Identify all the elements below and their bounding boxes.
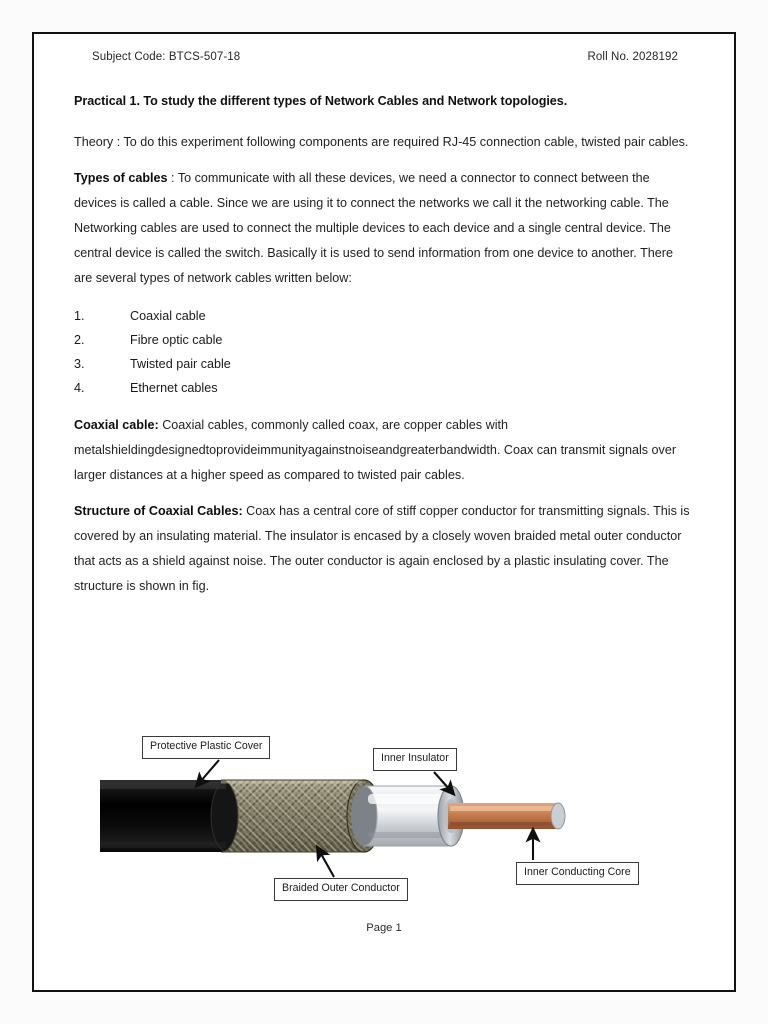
roll-number-text: Roll No. 2028192 (587, 51, 678, 63)
list-item-number: 1. (74, 309, 85, 323)
structure-label: Structure of Coaxial Cables: (74, 504, 243, 518)
practical-heading: Practical 1. To study the different types of Network Cables and Network topologies. (74, 94, 568, 108)
inner-insulator-layer (351, 786, 464, 846)
list-item (74, 304, 694, 328)
types-of-cables-paragraph (74, 166, 694, 291)
coaxial-cable-label: Coaxial cable: (74, 418, 159, 432)
list-item-label: Twisted pair cable (130, 357, 231, 371)
document-body (74, 94, 694, 610)
list-item-label: Fibre optic cable (130, 333, 223, 347)
callout-inner-insulator: Inner Insulator (373, 748, 457, 771)
cable-types-list (74, 304, 694, 400)
list-item-label: Ethernet cables (130, 381, 218, 395)
structure-body: Coax has a central core of stiff copper conductor for transmitting signals. This is covered by an insulating material. The insulator is encased by a closely woven braided metal outer conductor that acts as a shield against noise. The outer conductor is again enclosed by a plastic insulating cover. The structure is shown in fig. (74, 504, 690, 593)
page-footer: Page 1 (366, 922, 402, 934)
inner-core-layer (448, 803, 565, 829)
theory-paragraph: Theory : To do this experiment following components are required RJ-45 connection cable, twisted pair cables. (74, 135, 689, 149)
list-item-label: Coaxial cable (130, 309, 206, 323)
structure-paragraph (74, 499, 694, 599)
document-header (92, 51, 692, 63)
list-item-number: 4. (74, 381, 85, 395)
callout-protective-plastic-cover: Protective Plastic Cover (142, 736, 270, 759)
coaxial-cable-body: Coaxial cables, commonly called coax, are copper cables with metalshieldingdesignedtoprovideimmunityagainstnoiseandgreaterbandwidth. Coax can transmit signals over larger distances at a higher speed as compared to twisted pair cables. (74, 418, 677, 482)
list-item-number: 2. (74, 333, 85, 347)
outer-jacket-layer (100, 780, 245, 852)
subject-code-text: Subject Code: BTCS-507-18 (92, 51, 241, 63)
callout-inner-conducting-core: Inner Conducting Core (516, 862, 639, 885)
list-item-number: 3. (74, 357, 85, 371)
list-item (74, 352, 694, 376)
document-page (32, 32, 736, 992)
types-of-cables-body: : To communicate with all these devices, we need a connector to connect between the devices is called a cable. Since we are using it to connect the networks we call it the networking cable. The Networking cables are used to connect the multiple devices to each device and a single central device. The central device is called the switch. Basically it is used to send information from one device to another. There are several types of network cables written below: (74, 171, 673, 285)
list-item (74, 376, 694, 400)
callout-braided-outer-conductor: Braided Outer Conductor (274, 878, 408, 901)
list-item (74, 328, 694, 352)
types-of-cables-label: Types of cables (74, 171, 168, 185)
coaxial-cable-figure (96, 702, 676, 902)
page-inner (34, 34, 734, 990)
coaxial-cable-paragraph (74, 413, 694, 488)
